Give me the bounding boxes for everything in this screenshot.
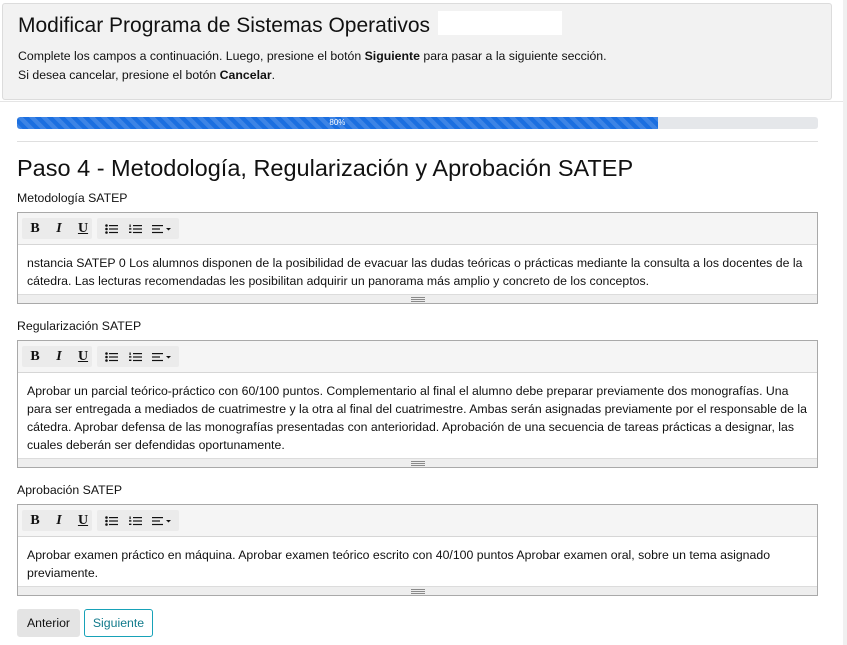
resize-handle[interactable] (18, 586, 817, 595)
divider (17, 141, 818, 142)
align-dropdown-icon[interactable] (149, 218, 175, 239)
editor-toolbar (18, 341, 817, 373)
bold-button[interactable]: B (30, 512, 40, 528)
unordered-list-icon[interactable] (101, 218, 121, 239)
editor-toolbar (18, 505, 817, 537)
editor-metodologia (17, 212, 818, 304)
resize-handle[interactable] (18, 458, 817, 467)
editor-content[interactable]: nstancia SATEP 0 Los alumnos disponen de la posibilidad de evacuar las dudas teóricas o prácticas mediante la consulta a los docentes de la cátedra. Las lecturas recomendadas les posibilitan adquirir un panorama más amplio y concreto de los conceptos. (27, 256, 803, 288)
editor-aprobacion (17, 504, 818, 596)
list-group (97, 510, 179, 531)
ordered-list-icon[interactable] (125, 346, 145, 367)
underline-button[interactable]: U (77, 512, 89, 528)
format-group (22, 510, 92, 531)
divider (0, 101, 847, 102)
italic-button[interactable]: I (56, 220, 62, 236)
instructions (18, 47, 607, 85)
unordered-list-icon[interactable] (101, 510, 121, 531)
editor-regularizacion (17, 340, 818, 468)
resize-handle[interactable] (18, 294, 817, 303)
format-group (22, 218, 92, 239)
ordered-list-icon[interactable] (125, 218, 145, 239)
format-group (22, 346, 92, 367)
field-label-regularizacion: Regularización SATEP (17, 319, 142, 333)
list-group (97, 346, 179, 367)
title-highlight (438, 11, 562, 35)
instruction-line-2: Si desea cancelar, presione el botón Cancelar. (18, 68, 276, 82)
page-title: Modificar Programa de Sistemas Operativos (18, 14, 430, 37)
editor-toolbar (18, 213, 817, 245)
instruction-line-1: Complete los campos a continuación. Luego, presione el botón Siguiente para pasar a la siguiente sección. (18, 49, 607, 63)
editor-content[interactable]: Aprobar examen práctico en máquina. Aprobar examen teórico escrito con 40/100 puntos Aprobar examen oral, sobre un tema asignado previamente. (27, 548, 771, 580)
italic-button[interactable]: I (56, 348, 62, 364)
list-group (97, 218, 179, 239)
ordered-list-icon[interactable] (125, 510, 145, 531)
bold-button[interactable]: B (30, 348, 40, 364)
unordered-list-icon[interactable] (101, 346, 121, 367)
next-button[interactable]: Siguiente (84, 609, 153, 637)
align-dropdown-icon[interactable] (149, 510, 175, 531)
underline-button[interactable]: U (77, 348, 89, 364)
progress-bar (17, 117, 818, 129)
field-label-metodologia: Metodología SATEP (17, 191, 128, 205)
scrollbar[interactable] (843, 0, 847, 645)
progress-fill: 80% (17, 117, 658, 129)
field-label-aprobacion: Aprobación SATEP (17, 483, 123, 497)
editor-content[interactable]: Aprobar un parcial teórico-práctico con 60/100 puntos. Complementario al final el alumno debe preparar previamente dos monografías. Una para ser entregada a mediados de cuatrimestre y la otra al final del cuatrimestre. Ambas serán asignadas previamente por el responsable de la cátedra. Aprobar defensa de las monografías presentadas con anterioridad. Aprobación de una secuencia de tareas prácticas a designar, las cuales deberán ser defendidas oportunamente. (27, 384, 807, 452)
underline-button[interactable]: U (77, 220, 89, 236)
step-title: Paso 4 - Metodología, Regularización y Aprobación SATEP (17, 155, 634, 181)
align-dropdown-icon[interactable] (149, 346, 175, 367)
header-panel (2, 3, 832, 100)
previous-button[interactable]: Anterior (17, 609, 80, 637)
bold-button[interactable]: B (30, 220, 40, 236)
italic-button[interactable]: I (56, 512, 62, 528)
